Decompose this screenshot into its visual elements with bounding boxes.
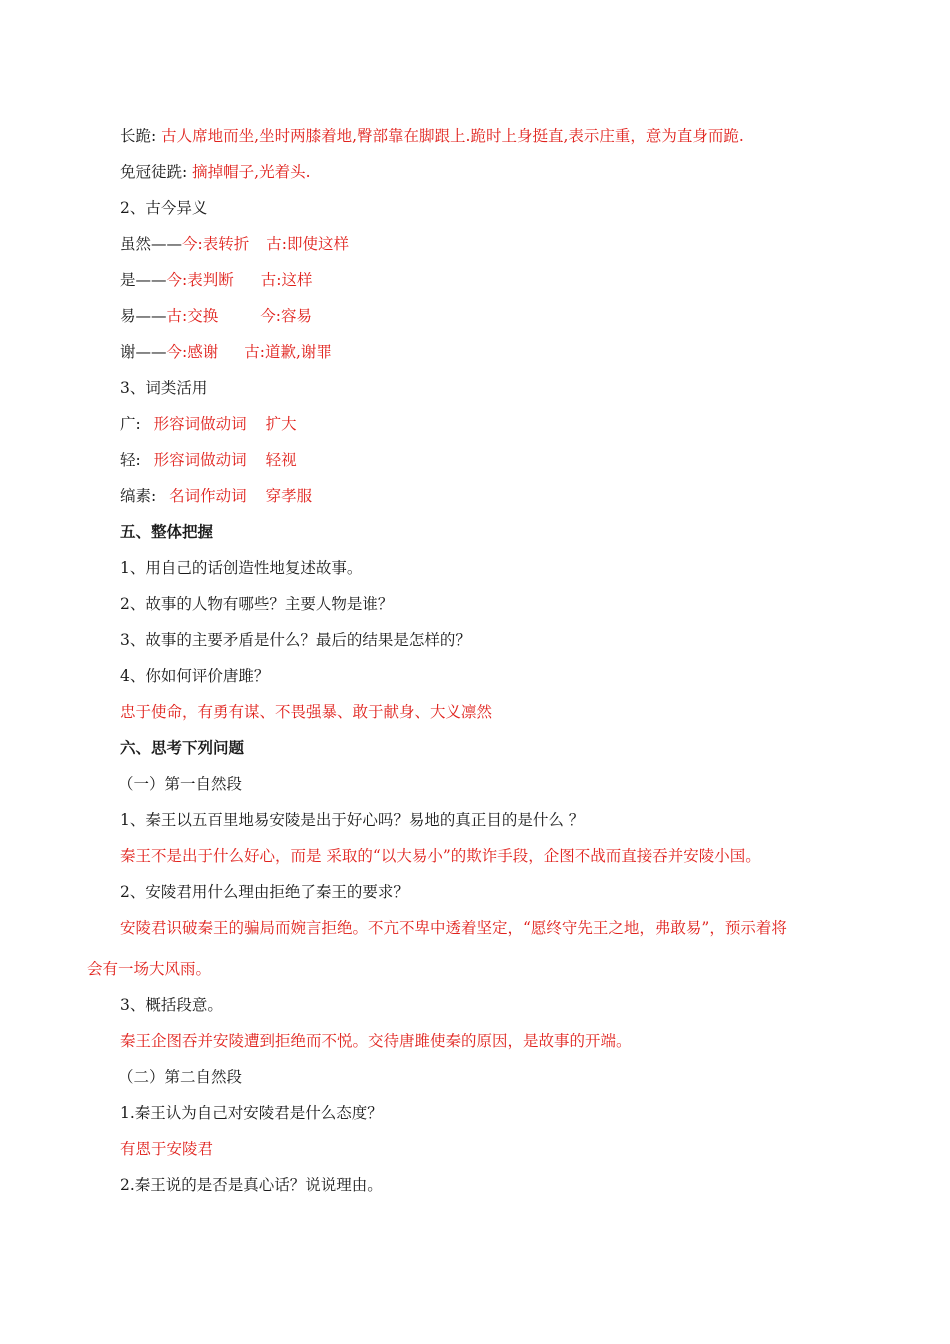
gujin-word: 是—— bbox=[120, 271, 167, 289]
gujin-heading: 2、古今异义 bbox=[120, 199, 208, 217]
gujin-meaning-b: 今:容易 bbox=[260, 307, 312, 325]
gujin-meaning-b: 古:即使这样 bbox=[266, 235, 349, 253]
question: 1、用自己的话创造性地复述故事。 bbox=[120, 559, 363, 577]
cilei-item bbox=[120, 485, 312, 507]
question: 3、故事的主要矛盾是什么？最后的结果是怎样的？ bbox=[120, 631, 471, 649]
gujin-meaning-a: 今:表转折 bbox=[182, 235, 250, 253]
gujin-item bbox=[120, 341, 332, 363]
gujin-word: 谢—— bbox=[120, 343, 167, 361]
answer: 秦王不是出于什么好心，而是 采取的“以大易小”的欺诈手段，企图不战而直接吞并安陵小国。 bbox=[120, 847, 761, 865]
term-definition: 古人席地而坐,坐时两膝着地,臀部靠在脚跟上.跪时上身挺直,表示庄重，意为直身而跪. bbox=[161, 127, 744, 145]
gujin-word: 虽然—— bbox=[120, 235, 183, 253]
cilei-meaning: 轻视 bbox=[265, 451, 297, 469]
answer-line-continued: 会有一场大风雨。 bbox=[87, 960, 212, 978]
gujin-item bbox=[120, 233, 349, 255]
section5-heading: 五、整体把握 bbox=[120, 522, 214, 541]
gujin-word: 易—— bbox=[120, 307, 167, 325]
gujin-meaning-a: 今:感谢 bbox=[166, 343, 219, 361]
gujin-item bbox=[120, 305, 312, 327]
cilei-word: 广: bbox=[120, 415, 141, 433]
section6-heading: 六、思考下列问题 bbox=[120, 738, 245, 757]
cilei-type: 形容词做动词 bbox=[153, 451, 247, 469]
term-label: 免冠徒跣: bbox=[120, 163, 188, 181]
cilei-meaning: 扩大 bbox=[265, 415, 297, 433]
question: 3、概括段意。 bbox=[120, 996, 223, 1014]
cilei-type: 名词作动词 bbox=[169, 487, 247, 505]
paragraph-heading: （一）第一自然段 bbox=[118, 775, 243, 793]
vocab-changgui bbox=[120, 125, 744, 147]
term-definition: 摘掉帽子,光着头. bbox=[192, 163, 311, 181]
question: 1、秦王以五百里地易安陵是出于好心吗？易地的真正目的是什么 ？ bbox=[120, 811, 585, 829]
gujin-item bbox=[120, 269, 312, 291]
gujin-meaning-b: 古:这样 bbox=[260, 271, 313, 289]
cilei-word: 轻: bbox=[120, 451, 141, 469]
answer: 秦王企图吞并安陵遭到拒绝而不悦。交待唐雎使秦的原因，是故事的开端。 bbox=[120, 1032, 632, 1050]
answer-line: 安陵君识破秦王的骗局而婉言拒绝。不亢不卑中透着坚定，“愿终守先王之地，弗敢易”，预示着将 bbox=[120, 919, 787, 937]
cilei-item bbox=[120, 413, 297, 435]
question: 2、安陵君用什么理由拒绝了秦王的要求？ bbox=[120, 883, 409, 901]
question: 1.秦王认为自己对安陵君是什么态度？ bbox=[120, 1104, 383, 1122]
question: 2.秦王说的是否是真心话？说说理由。 bbox=[120, 1176, 383, 1194]
gujin-meaning-a: 古:交换 bbox=[166, 307, 219, 325]
answer: 忠于使命，有勇有谋、不畏强暴、敢于献身、大义凛然 bbox=[120, 703, 493, 721]
gujin-meaning-a: 今:表判断 bbox=[166, 271, 234, 289]
vocab-mianguan bbox=[120, 161, 311, 183]
cilei-item bbox=[120, 449, 297, 471]
cilei-meaning: 穿孝服 bbox=[265, 487, 313, 505]
cilei-type: 形容词做动词 bbox=[153, 415, 247, 433]
answer: 有恩于安陵君 bbox=[120, 1140, 214, 1158]
term-label: 长跪: bbox=[120, 127, 157, 145]
cilei-heading: 3、词类活用 bbox=[120, 379, 208, 397]
gujin-meaning-b: 古:道歉,谢罪 bbox=[244, 343, 332, 361]
question: 4、你如何评价唐雎？ bbox=[120, 667, 270, 685]
paragraph-heading: （二）第二自然段 bbox=[118, 1068, 243, 1086]
question: 2、故事的人物有哪些？主要人物是谁？ bbox=[120, 595, 394, 613]
cilei-word: 缟素: bbox=[120, 487, 157, 505]
